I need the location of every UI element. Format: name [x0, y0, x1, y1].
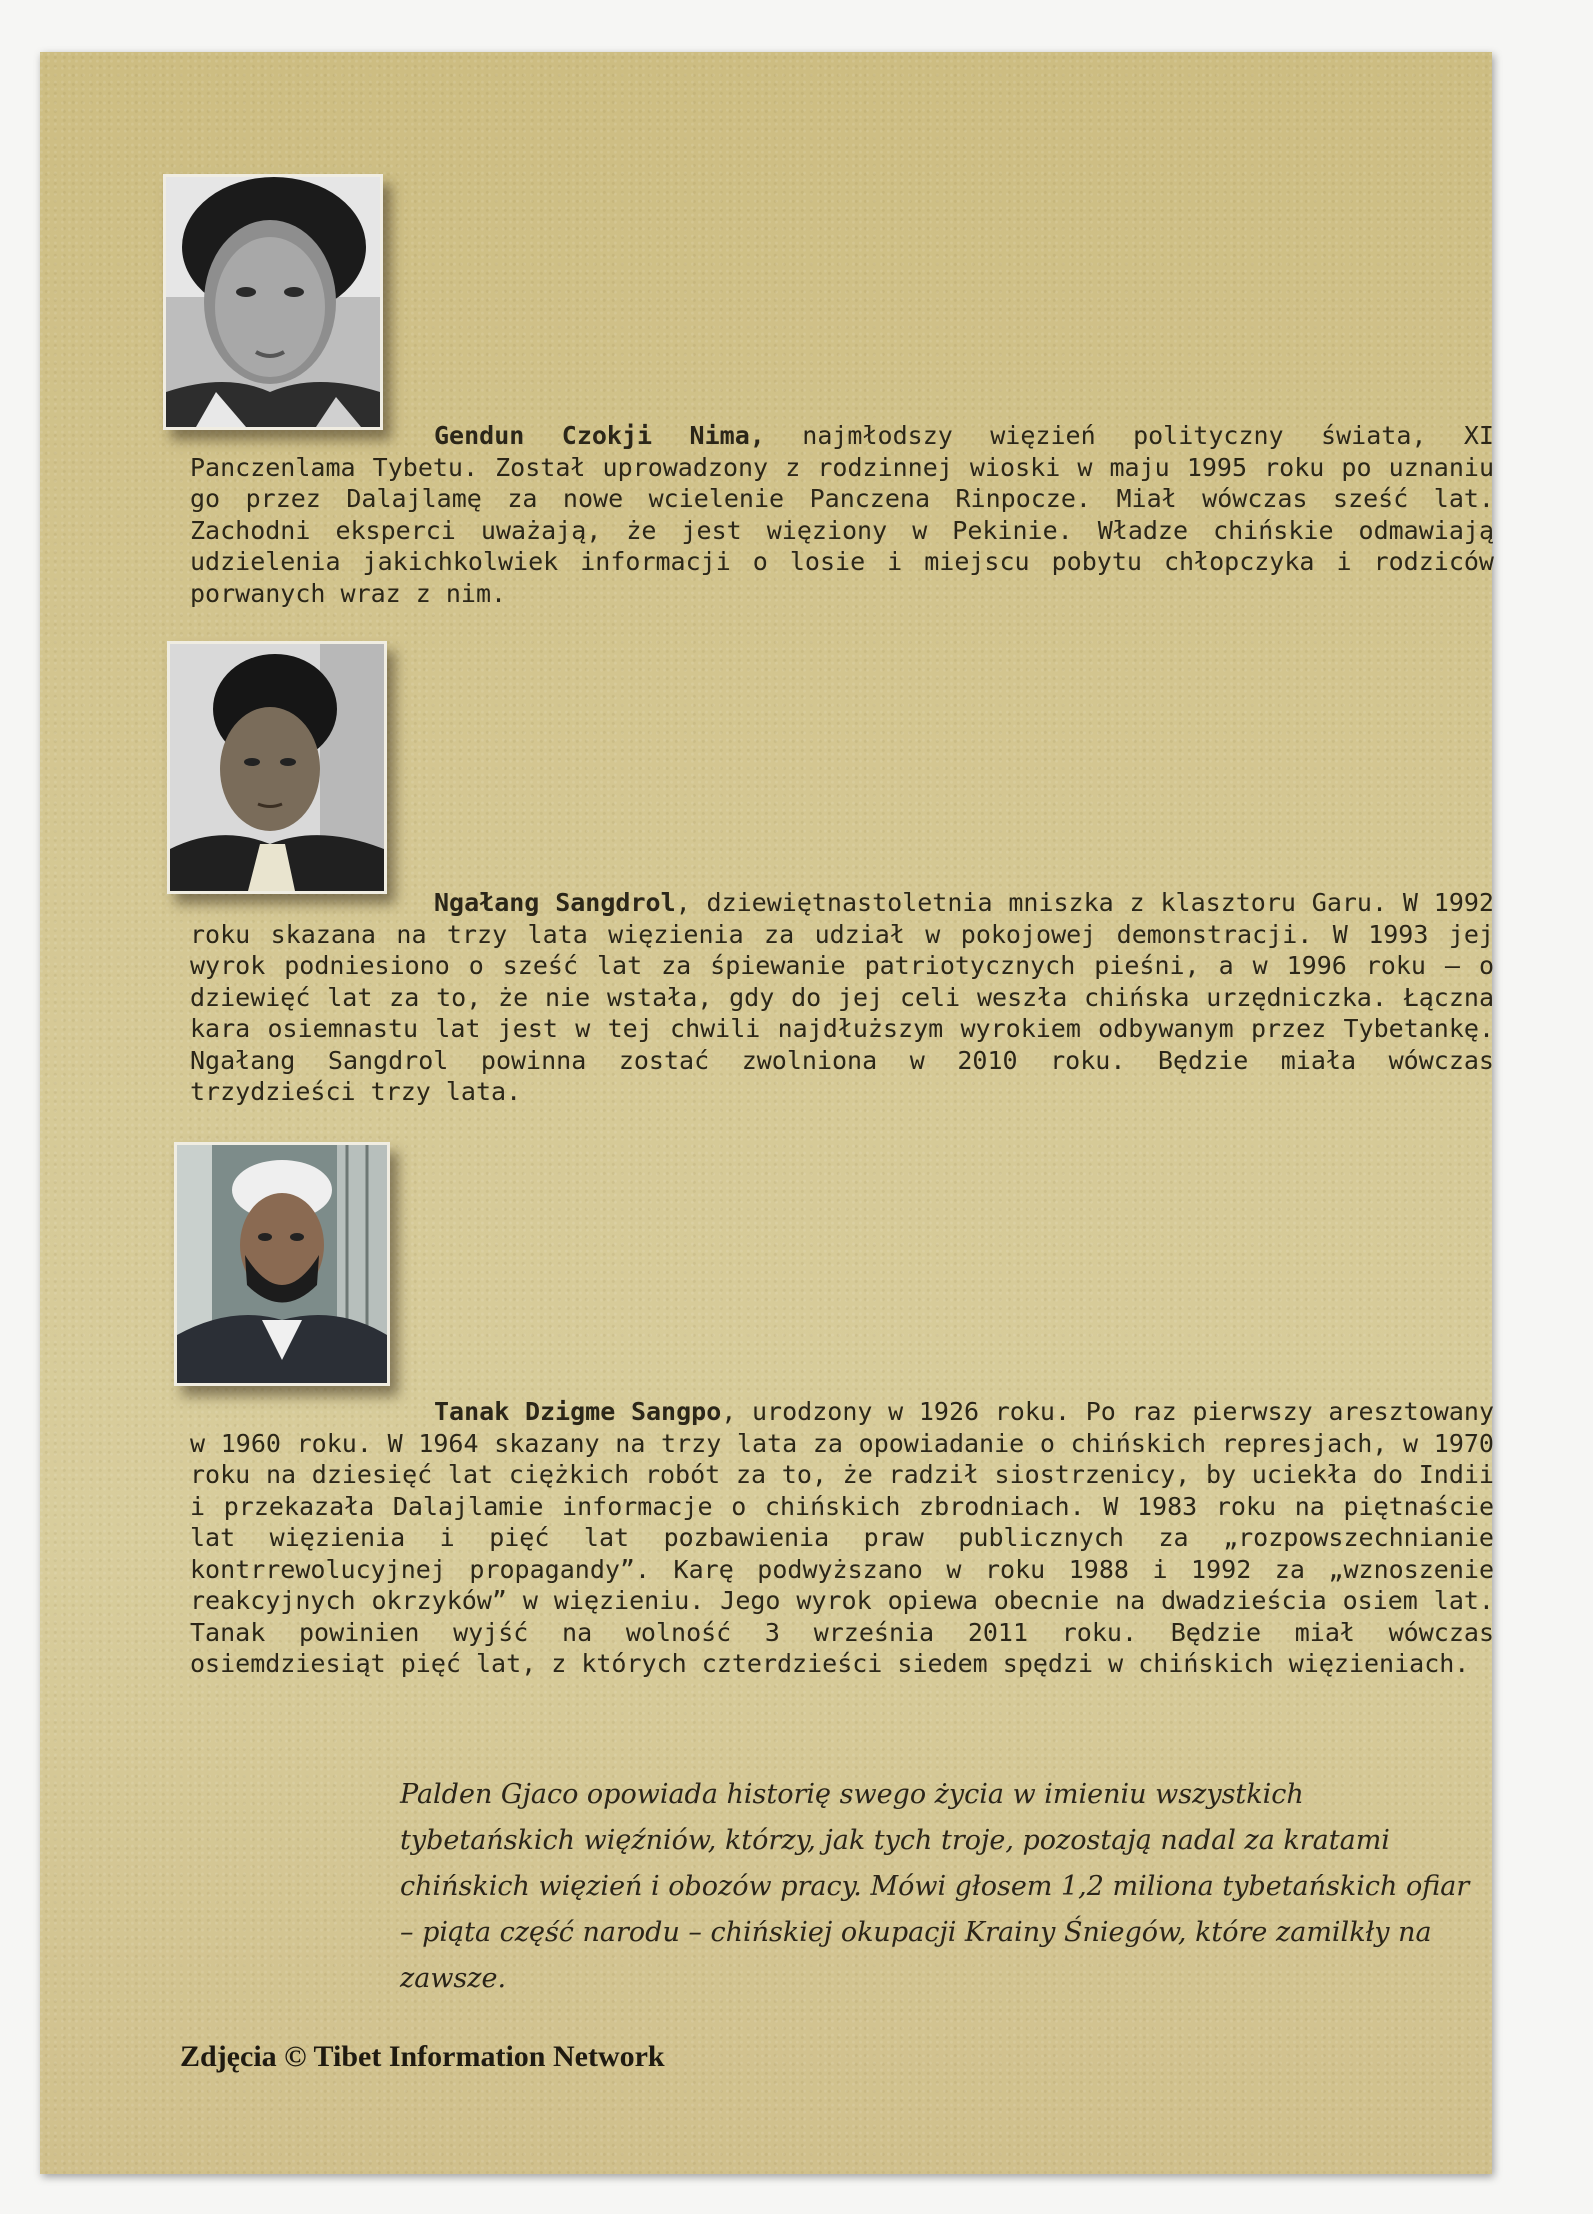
photo-credits: Zdjęcia © Tibet Information Network [180, 2040, 665, 2073]
photo-gendun-czokji-nima [163, 174, 383, 430]
bio-name: Gendun Czokji Nima, [434, 421, 765, 450]
bio-name: Tanak Dzigme Sangpo [434, 1397, 722, 1426]
photo-tanak-dzigme-sangpo [174, 1142, 390, 1386]
portrait-nun-image [170, 644, 384, 891]
bio-text: , dziewiętnastoletnia mniszka z klasztoru Garu. W 1992 roku skazana na trzy lata więzienia za udział w pokojowej demonstracji. W 1993 jej wyrok podniesiono o sześć lat za śpiewanie patriotycznych pieśni, a w 1996 roku – o dziewięć lat za to, że nie wstała, gdy do jej celi weszła chińska urzędniczka. Łączna kara osiemnastu lat jest w tej chwili najdłuższym wyrokiem odbywanym przez Tybetankę. Ngałang Sangdrol powinna zostać zwolniona w 2010 roku. Będzie miała wówczas trzydzieści trzy lata. [190, 888, 1494, 1106]
bio-tanak-dzigme-sangpo [190, 1396, 1494, 1680]
bio-text: , urodzony w 1926 roku. Po raz pierwszy aresztowany w 1960 roku. W 1964 skazany na trzy lata za opowiadanie o chińskich represjach, w 1970 roku na dziesięć lat ciężkich robót za to, że radził siostrzenicy, by uciekła do Indii i przekazała Dalajlamie informacje o chińskich zbrodniach. W 1983 roku na piętnaście lat więzienia i pięć lat pozbawienia praw publicznych za „rozpowszechnianie kontrrewolucyjnej propagandy”. Karę podwyższano w roku 1988 i 1992 za „wznoszenie reakcyjnych okrzyków” w więzieniu. Jego wyrok opiewa obecnie na dwadzieścia osiem lat. Tanak powinien wyjść na wolność 3 września 2011 roku. Będzie miał wówczas osiemdziesiąt pięć lat, z których czterdzieści siedem spędzi w chińskich więzieniach. [190, 1397, 1494, 1678]
bio-text: najmłodszy więzień polityczny świata, XI Panczenlama Tybetu. Został uprowadzony z rodzinnej wioski w maju 1995 roku po uznaniu go przez Dalajlamę za nowe wcielenie Panczena Rinpocze. Miał wówczas sześć lat. Zachodni eksperci uważają, że jest więziony w Pekinie. Władze chińskie odmawiają udzielenia jakichkolwiek informacji o losie i miejscu pobytu chłopczyka i rodziców porwanych wraz z nim. [190, 421, 1494, 608]
bio-name: Ngałang Sangdrol [434, 888, 676, 917]
bio-ngalang-sangdrol [190, 887, 1494, 1108]
bio-gendun-czokji-nima [190, 420, 1494, 609]
portrait-child-image [166, 177, 380, 427]
photo-ngalang-sangdrol [167, 641, 387, 894]
closing-quote: Palden Gjaco opowiada historię swego życia w imieniu wszystkich tybetańskich więźniów, którzy, jak tych troje, pozostają nadal za kratami chińskich więzień i obozów pracy. Mówi głosem 1,2 miliona tybetańskich ofiar – piąta część narodu – chińskiej okupacji Krainy Śniegów, które zamilkły na zawsze. [400, 1779, 1470, 1994]
portrait-man-image [177, 1145, 387, 1383]
